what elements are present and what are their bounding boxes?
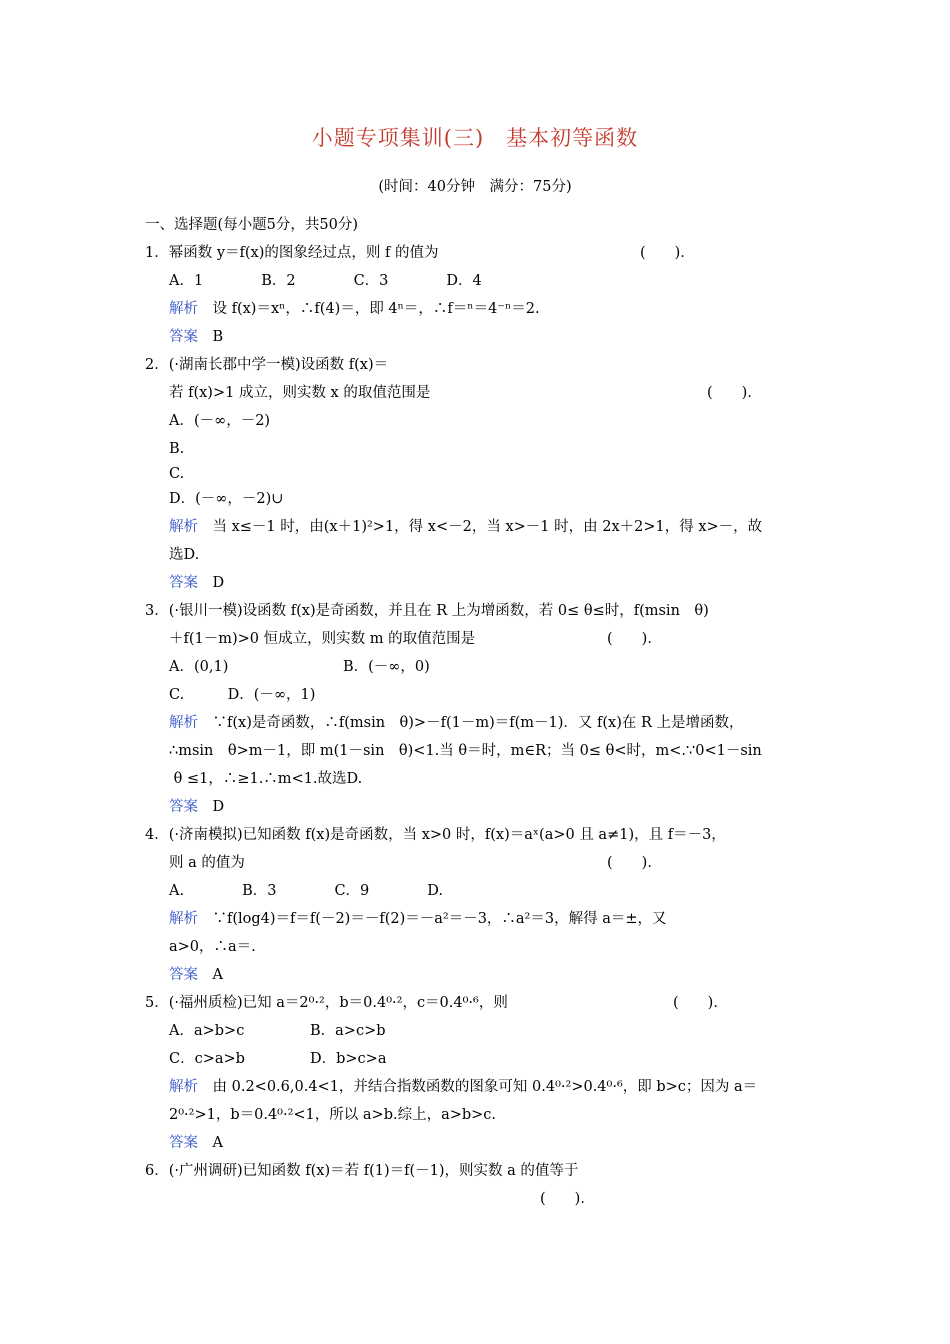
text-line xyxy=(169,327,223,347)
line-text: θ ≤1，∴≥1.∴m<1.故选D. xyxy=(169,771,363,787)
text-line xyxy=(169,1105,496,1125)
line-text: 若 f(x)>1 成立，则实数 x 的取值范围是 xyxy=(169,385,431,401)
line-text: ∵f(x)是奇函数，∴f(msin θ)>－f(1－m)＝f(m－1)．又 f(x)在 R 上是增函数， xyxy=(198,715,744,731)
text-line xyxy=(169,881,443,901)
line-text: 则 a 的值为 xyxy=(169,855,245,871)
answer-label: 答案 xyxy=(169,1135,198,1151)
line-text: D xyxy=(198,575,225,591)
line-text: 由 0.2<0.6,0.4<1，并结合指数函数的图象可知 0.4⁰·²>0.4⁰·⁶，即 b>c；因为 a＝ xyxy=(198,1079,758,1095)
line-text: ∵f(log4)＝f＝f(－2)＝－f(2)＝－a²＝－3，∴a²＝3，解得 a＝±，又 xyxy=(198,911,667,927)
text-line xyxy=(169,909,667,929)
text-line xyxy=(607,629,662,649)
text-line xyxy=(145,825,726,845)
line-text: A. B．3 C．9 D. xyxy=(169,883,443,899)
text-line xyxy=(145,1161,578,1181)
text-line xyxy=(169,271,482,291)
line-text: 2⁰·²>1，b＝0.4⁰·²<1，所以 a>b.综上，a>b>c. xyxy=(169,1107,497,1123)
line-text: C. D．(－∞，1) xyxy=(169,687,316,703)
analysis-label: 解析 xyxy=(169,911,198,927)
text-line xyxy=(169,853,245,873)
text-line xyxy=(343,657,430,677)
answer-label: 答案 xyxy=(169,575,198,591)
text-line xyxy=(145,993,508,1013)
text-line xyxy=(169,1077,757,1097)
text-line xyxy=(169,383,430,403)
line-text: 1．幂函数 y＝f(x)的图象经过点，则 f 的值为 xyxy=(145,245,439,261)
line-text: 5．(·福州质检)已知 a＝2⁰·²，b＝0.4⁰·²，c＝0.4⁰·⁶，则 xyxy=(145,995,508,1011)
text-line xyxy=(169,411,270,431)
line-text: ∴msin θ>m－1，即 m(1－sin θ)<1.当 θ＝时，m∈R；当 0≤ θ<时，m<.∵0<1－sin xyxy=(169,743,762,759)
line-text: 6．(·广州调研)已知函数 f(x)＝若 f(1)＝f(－1)，则实数 a 的值等于 xyxy=(145,1163,579,1179)
line-text: A．a>b>c xyxy=(169,1023,245,1039)
analysis-label: 解析 xyxy=(169,301,198,317)
line-text: A xyxy=(198,1135,223,1151)
text-line xyxy=(310,1049,386,1069)
line-text: C. xyxy=(169,466,185,482)
line-text: ( )． xyxy=(707,385,762,401)
text-line xyxy=(310,1021,386,1041)
text-line xyxy=(169,741,762,761)
text-line xyxy=(169,545,199,565)
text-line xyxy=(169,517,762,537)
line-text: B. xyxy=(169,441,185,457)
text-line xyxy=(169,1049,245,1069)
line-text: A．1 B．2 C．3 D．4 xyxy=(169,273,482,289)
text-line xyxy=(673,993,728,1013)
text-line xyxy=(607,853,662,873)
line-text: 当 x≤－1 时，由(x＋1)²>1，得 x<－2，当 x>－1 时，由 2x＋2>1，得 x>－，故 xyxy=(198,519,763,535)
answer-label: 答案 xyxy=(169,967,198,983)
line-text: 2．(·湖南长郡中学一模)设函数 f(x)＝ xyxy=(145,357,389,373)
text-line xyxy=(169,965,223,985)
line-text: 3．(·银川一模)设函数 f(x)是奇函数，并且在 R 上为增函数，若 0≤ θ≤时，f(msin θ) xyxy=(145,603,709,619)
line-text: B．(－∞，0) xyxy=(343,659,430,675)
line-text: ( )． xyxy=(673,995,728,1011)
answer-label: 答案 xyxy=(169,799,198,815)
text-line xyxy=(169,657,228,677)
line-text: ( )． xyxy=(607,631,662,647)
text-line xyxy=(145,601,709,621)
text-line xyxy=(169,797,224,817)
text-line xyxy=(169,685,315,705)
line-text: A．(－∞，－2) xyxy=(169,413,271,429)
text-line xyxy=(145,355,388,375)
line-text: B xyxy=(198,329,224,345)
text-line xyxy=(169,1133,223,1153)
line-text: 一、选择题(每小题5分，共50分) xyxy=(145,217,358,233)
text-line xyxy=(169,439,184,459)
text-line xyxy=(169,937,256,957)
text-line xyxy=(640,243,695,263)
page-title: 小题专项集训(三) 基本初等函数 xyxy=(311,126,639,150)
line-text: B．a>c>b xyxy=(310,1023,386,1039)
text-line xyxy=(169,629,475,649)
page-subtitle: (时间：40分钟 满分：75分) xyxy=(378,179,572,195)
line-text: D．b>c>a xyxy=(310,1051,387,1067)
line-text: A xyxy=(198,967,223,983)
line-text: A．(0,1) xyxy=(169,659,229,675)
analysis-label: 解析 xyxy=(169,715,198,731)
text-line xyxy=(707,383,762,403)
line-text: a>0，∴a＝. xyxy=(169,939,256,955)
text-line xyxy=(540,1189,595,1209)
text-line xyxy=(169,713,744,733)
analysis-label: 解析 xyxy=(169,1079,198,1095)
analysis-label: 解析 xyxy=(169,519,198,535)
line-text: 4．(·济南模拟)已知函数 f(x)是奇函数，当 x>0 时，f(x)＝aˣ(a>0 且 a≠1)，且 f＝－3， xyxy=(145,827,726,843)
line-text: ( )． xyxy=(607,855,662,871)
text-line xyxy=(169,464,184,484)
text-line xyxy=(145,243,438,263)
line-text: ( )． xyxy=(640,245,695,261)
line-text: 设 f(x)＝xⁿ，∴f(4)＝，即 4ⁿ＝，∴f＝ⁿ＝4⁻ⁿ＝2. xyxy=(198,301,540,317)
text-line xyxy=(169,1021,244,1041)
line-text: D xyxy=(198,799,225,815)
answer-label: 答案 xyxy=(169,329,198,345)
line-text: ＋f(1－m)>0 恒成立，则实数 m 的取值范围是 xyxy=(169,631,476,647)
text-line xyxy=(169,769,362,789)
text-line xyxy=(169,573,224,593)
line-text: ( )． xyxy=(540,1191,595,1207)
line-text: D．(－∞，－2)∪ xyxy=(169,491,284,507)
text-line xyxy=(169,299,540,319)
line-text: 选D. xyxy=(169,547,200,563)
text-line xyxy=(145,215,358,235)
text-line xyxy=(169,489,283,509)
line-text: C．c>a>b xyxy=(169,1051,245,1067)
